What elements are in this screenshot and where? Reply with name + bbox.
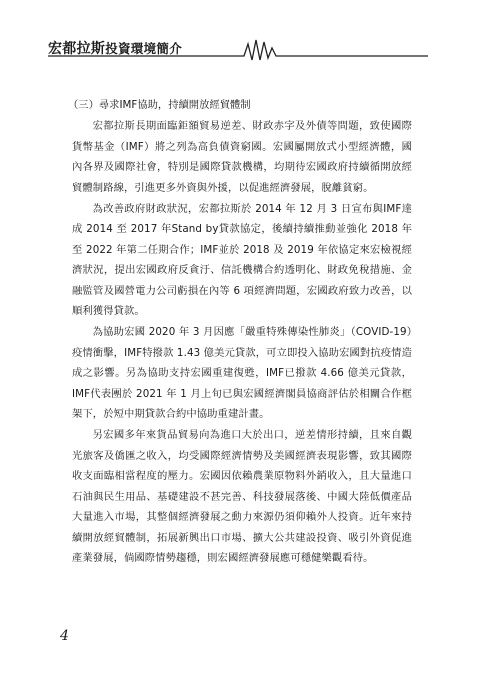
paragraph-covid-assistance: 為協助宏國 2020 年 3 月因應「嚴重特殊傳染性肺炎」（COVID-19）疫情衝擊，IMF特撥款 1.43 億美元貸款，可立即投入協助宏國對抗疫情造成之影響。另為協助支持宏國重建復甦，IMF已撥款 4.66 億美元貸款，IMF代表團於 2021 年 1 月上旬已與宏國經濟閣員協商評估於相關合作框架下，於短中期貸款合約中協助重建計畫。 <box>72 326 412 420</box>
section-heading: （三）尋求IMF協助，持續開放經貿體制 <box>68 99 251 111</box>
paragraph-trade-outlook: 另宏國多年來貨品貿易向為進口大於出口，逆差情形持續，且來自觀光旅客及僑匯之收入，均受國際經濟情勢及美國經濟表現影響，致其國際收支面臨相當程度的壓力。宏國因依賴農業原物料外銷收入，且大量進口石油與民生用品、基礎建設不甚完善、科技發展落後、中國大陸低價產品大量進入市場，其整個經濟發展之動力來源仍須仰賴外人投資。近年來持續開放經貿體制，拓展新興出口市場、擴大公共建設投資、吸引外資促進產業發展，倘國際情勢趨穩，則宏國經濟發展應可穩健樂觀看待。 <box>72 429 412 564</box>
paragraph-fiscal-reform: 為改善政府財政狀況，宏都拉斯於 2014 年 12 月 3 日宣布與IMF達成 2014 至 2017 年Stand by貸款協定，後續持續推動並強化 2018 年至 2022 年第二任期合作；IMF並於 2018 及 2019 年依協定來宏檢視經濟狀況，提出宏國政府反貪汙、信託機構合約透明化、財政免稅措施、金融監管及國營電力公司虧損在內等 6 項經濟問題，宏國政府致力改善，以順利獲得貸款。 <box>72 202 412 317</box>
paragraph-imf-background: 宏都拉斯長期面臨鉅額貿易逆差、財政赤字及外債等問題，致使國際貨幣基金（IMF）將之列為高負債資窮國。宏國屬開放式小型經濟體，國內各界及國際社會，特別是國際貸款機構，均期待宏國政府持續循開放經貿體制路線，引進更多外資與外援，以促進經濟發展，脫離貧窮。 <box>72 120 412 194</box>
main-content <box>68 94 412 569</box>
page-header <box>48 36 428 62</box>
header-title-sub: 投資環境簡介 <box>105 41 183 56</box>
heartbeat-line-icon <box>238 40 286 60</box>
header-title <box>48 38 182 58</box>
page-number: 4 <box>60 628 69 644</box>
header-title-main: 宏都拉斯 <box>48 41 106 57</box>
